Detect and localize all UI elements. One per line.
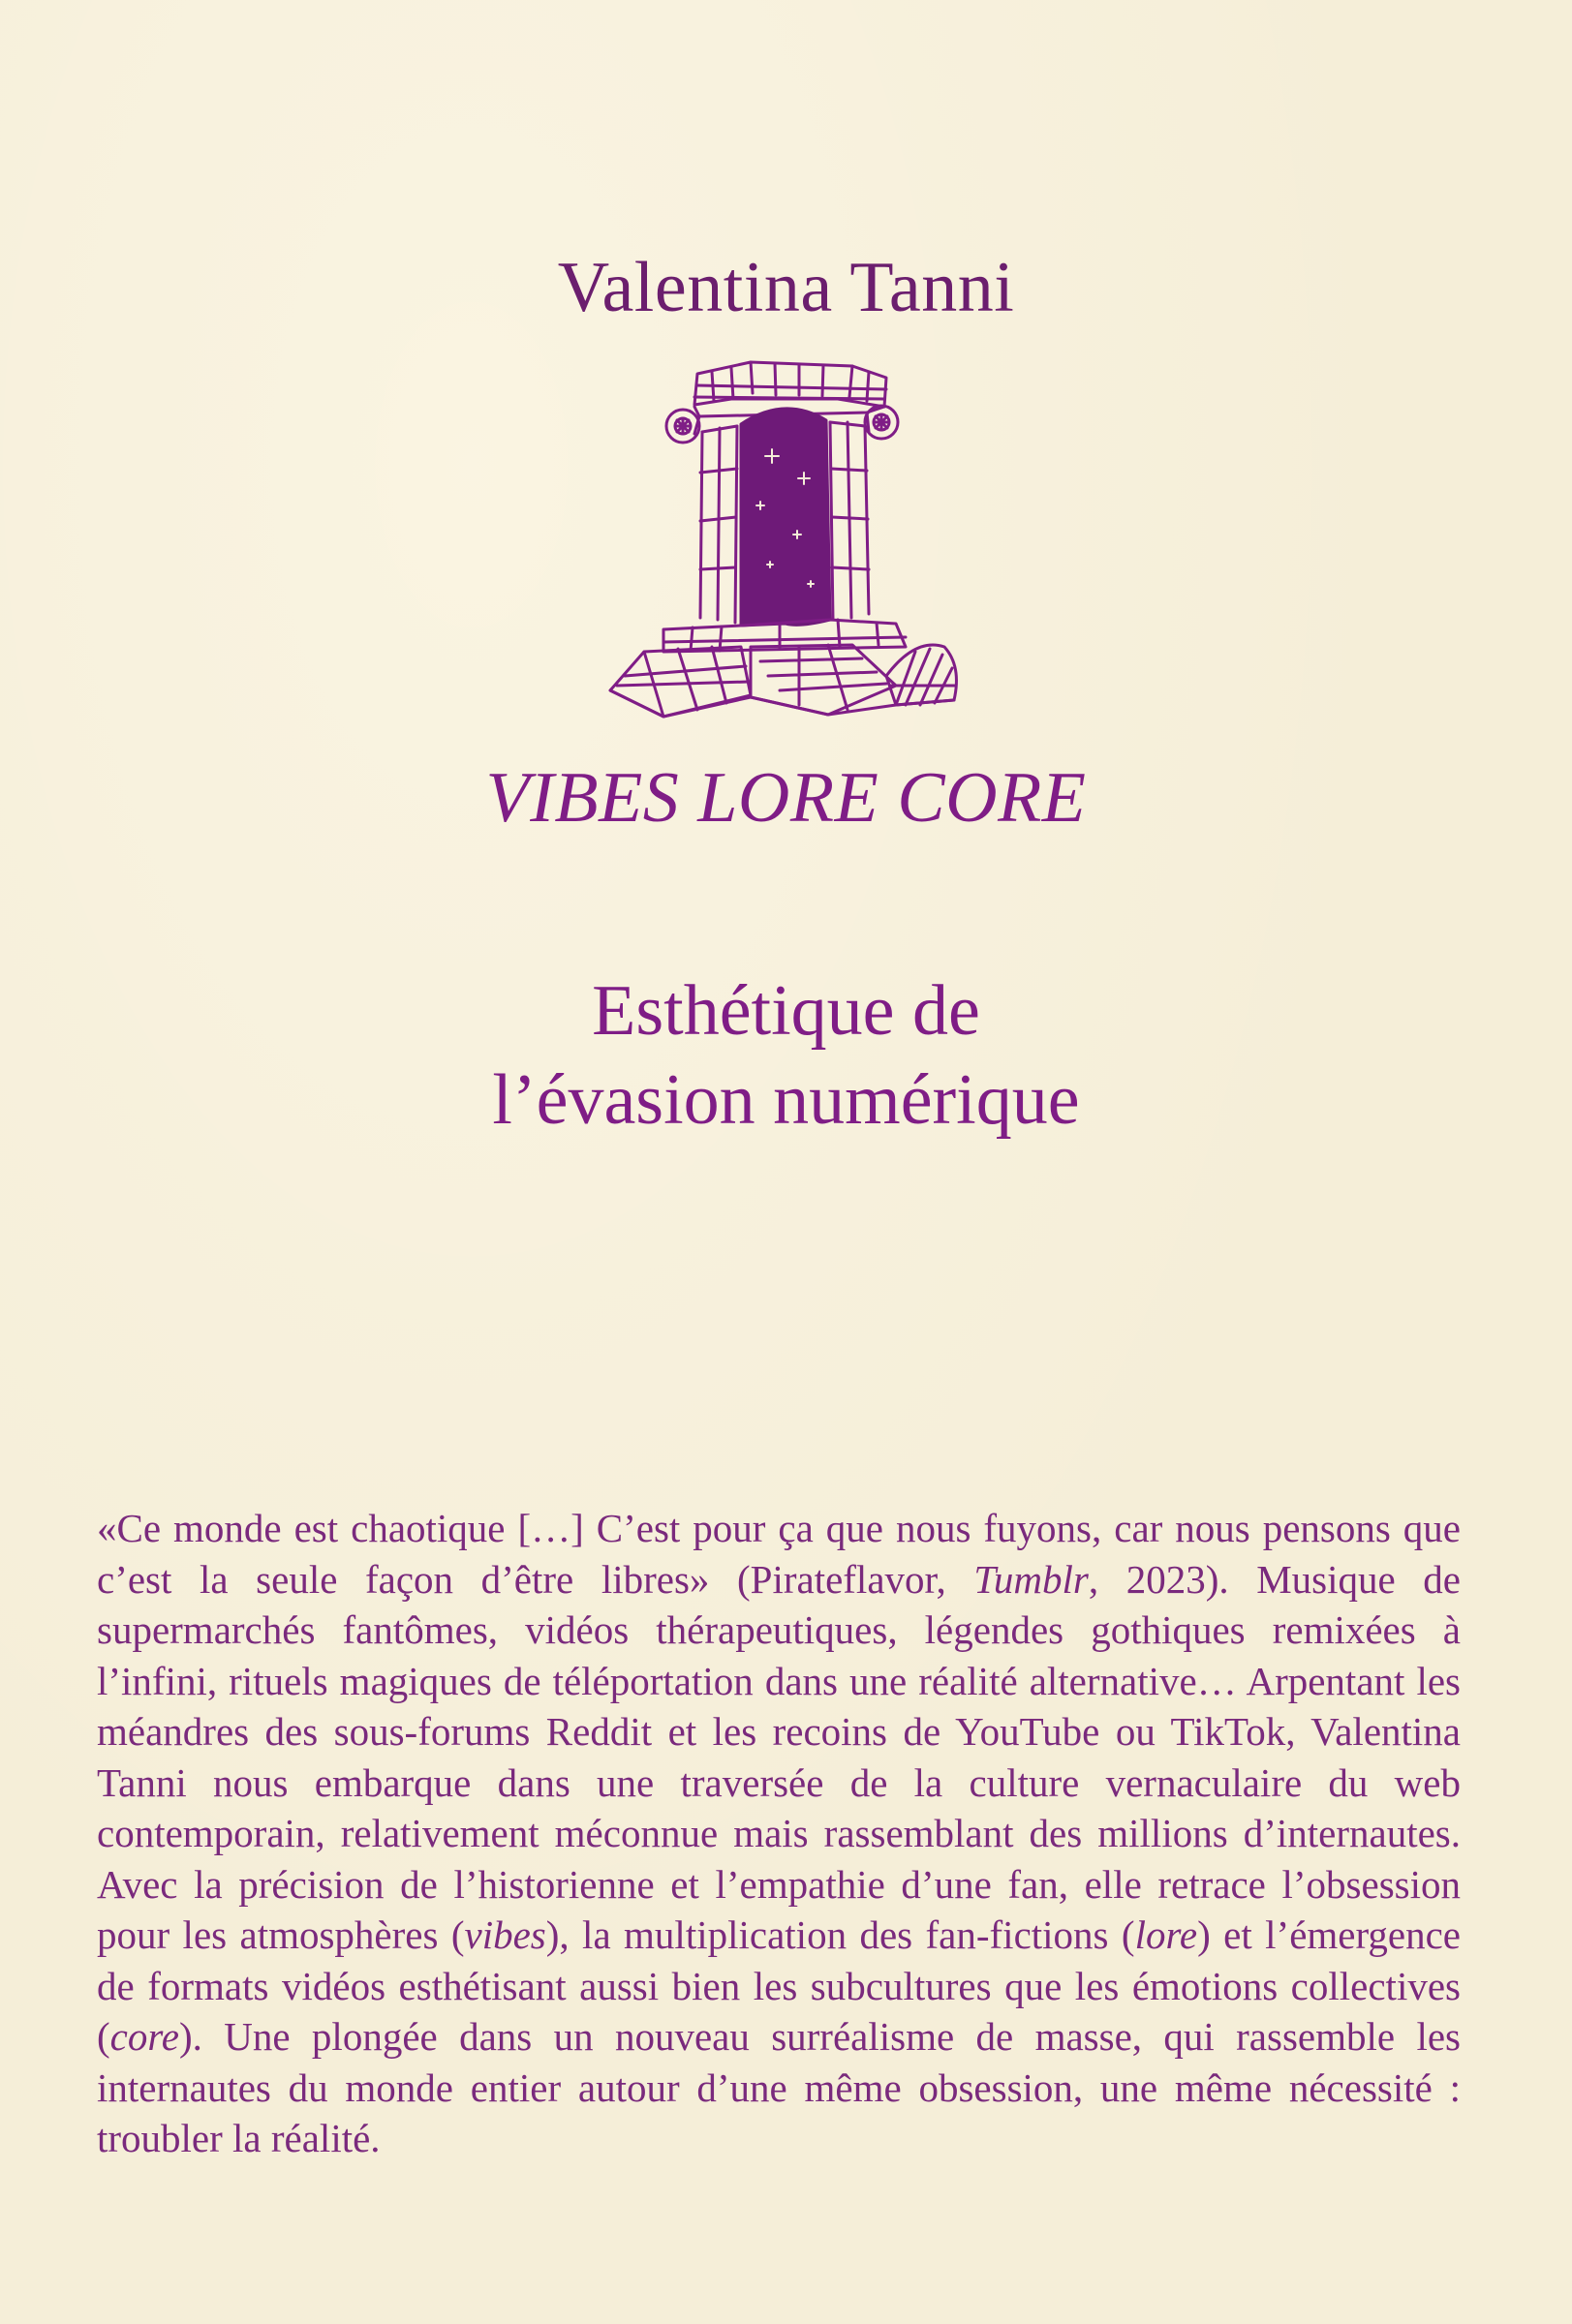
blurb-text: ) et l’émergence de formats vidéos esthétisant aussi bien les subcultures que les émotions collectives ( — [97, 1912, 1461, 2059]
blurb-italic-core: core — [109, 2014, 179, 2059]
book-subtitle — [0, 966, 1572, 1145]
blurb-italic-tumblr: Tumblr — [973, 1556, 1089, 1602]
subtitle-line-1: Esthétique de — [592, 971, 980, 1051]
blurb-text: «Ce monde est chaotique […] C’est pour ça que nous fuyons, car nous pensons que c’est la seule façon d’être libres» (Pirateflavor, — [97, 1506, 1461, 1602]
blurb-italic-vibes: vibes — [464, 1912, 546, 1957]
back-cover-blurb — [97, 1503, 1461, 2164]
blurb-italic-lore: lore — [1134, 1912, 1198, 1957]
ionic-column-portal-icon — [605, 356, 964, 729]
blurb-text: ), la multiplication des fan-fictions ( — [545, 1912, 1135, 1957]
book-title: VIBES LORE CORE — [485, 758, 1087, 838]
subtitle-line-2: l’évasion numérique — [492, 1060, 1080, 1140]
blurb-text: , 2023). Musique de supermarchés fantômes, vidéos thérapeutiques, légendes gothiques remixées à l’infini, rituels magiques de téléportation dans une réalité alternative… Arpentant les méandres des sous-forums Reddit et les recoins de YouTube ou TikTok, Valentina Tanni nous embarque dans une traversée de la culture vernaculaire du web contemporain, relativement méconnue mais rassemblant des millions d’internautes. Avec la précision de l’historienne et l’empathie d’une fan, elle retrace l’obsession pour les atmosphères ( — [97, 1556, 1461, 1957]
blurb-text: ). Une plongée dans un nouveau surréalisme de masse, qui rassemble les internautes du monde entier autour d’une même obsession, une même nécessité : troubler la réalité. — [97, 2014, 1461, 2160]
author-name: Valentina Tanni — [557, 248, 1015, 327]
